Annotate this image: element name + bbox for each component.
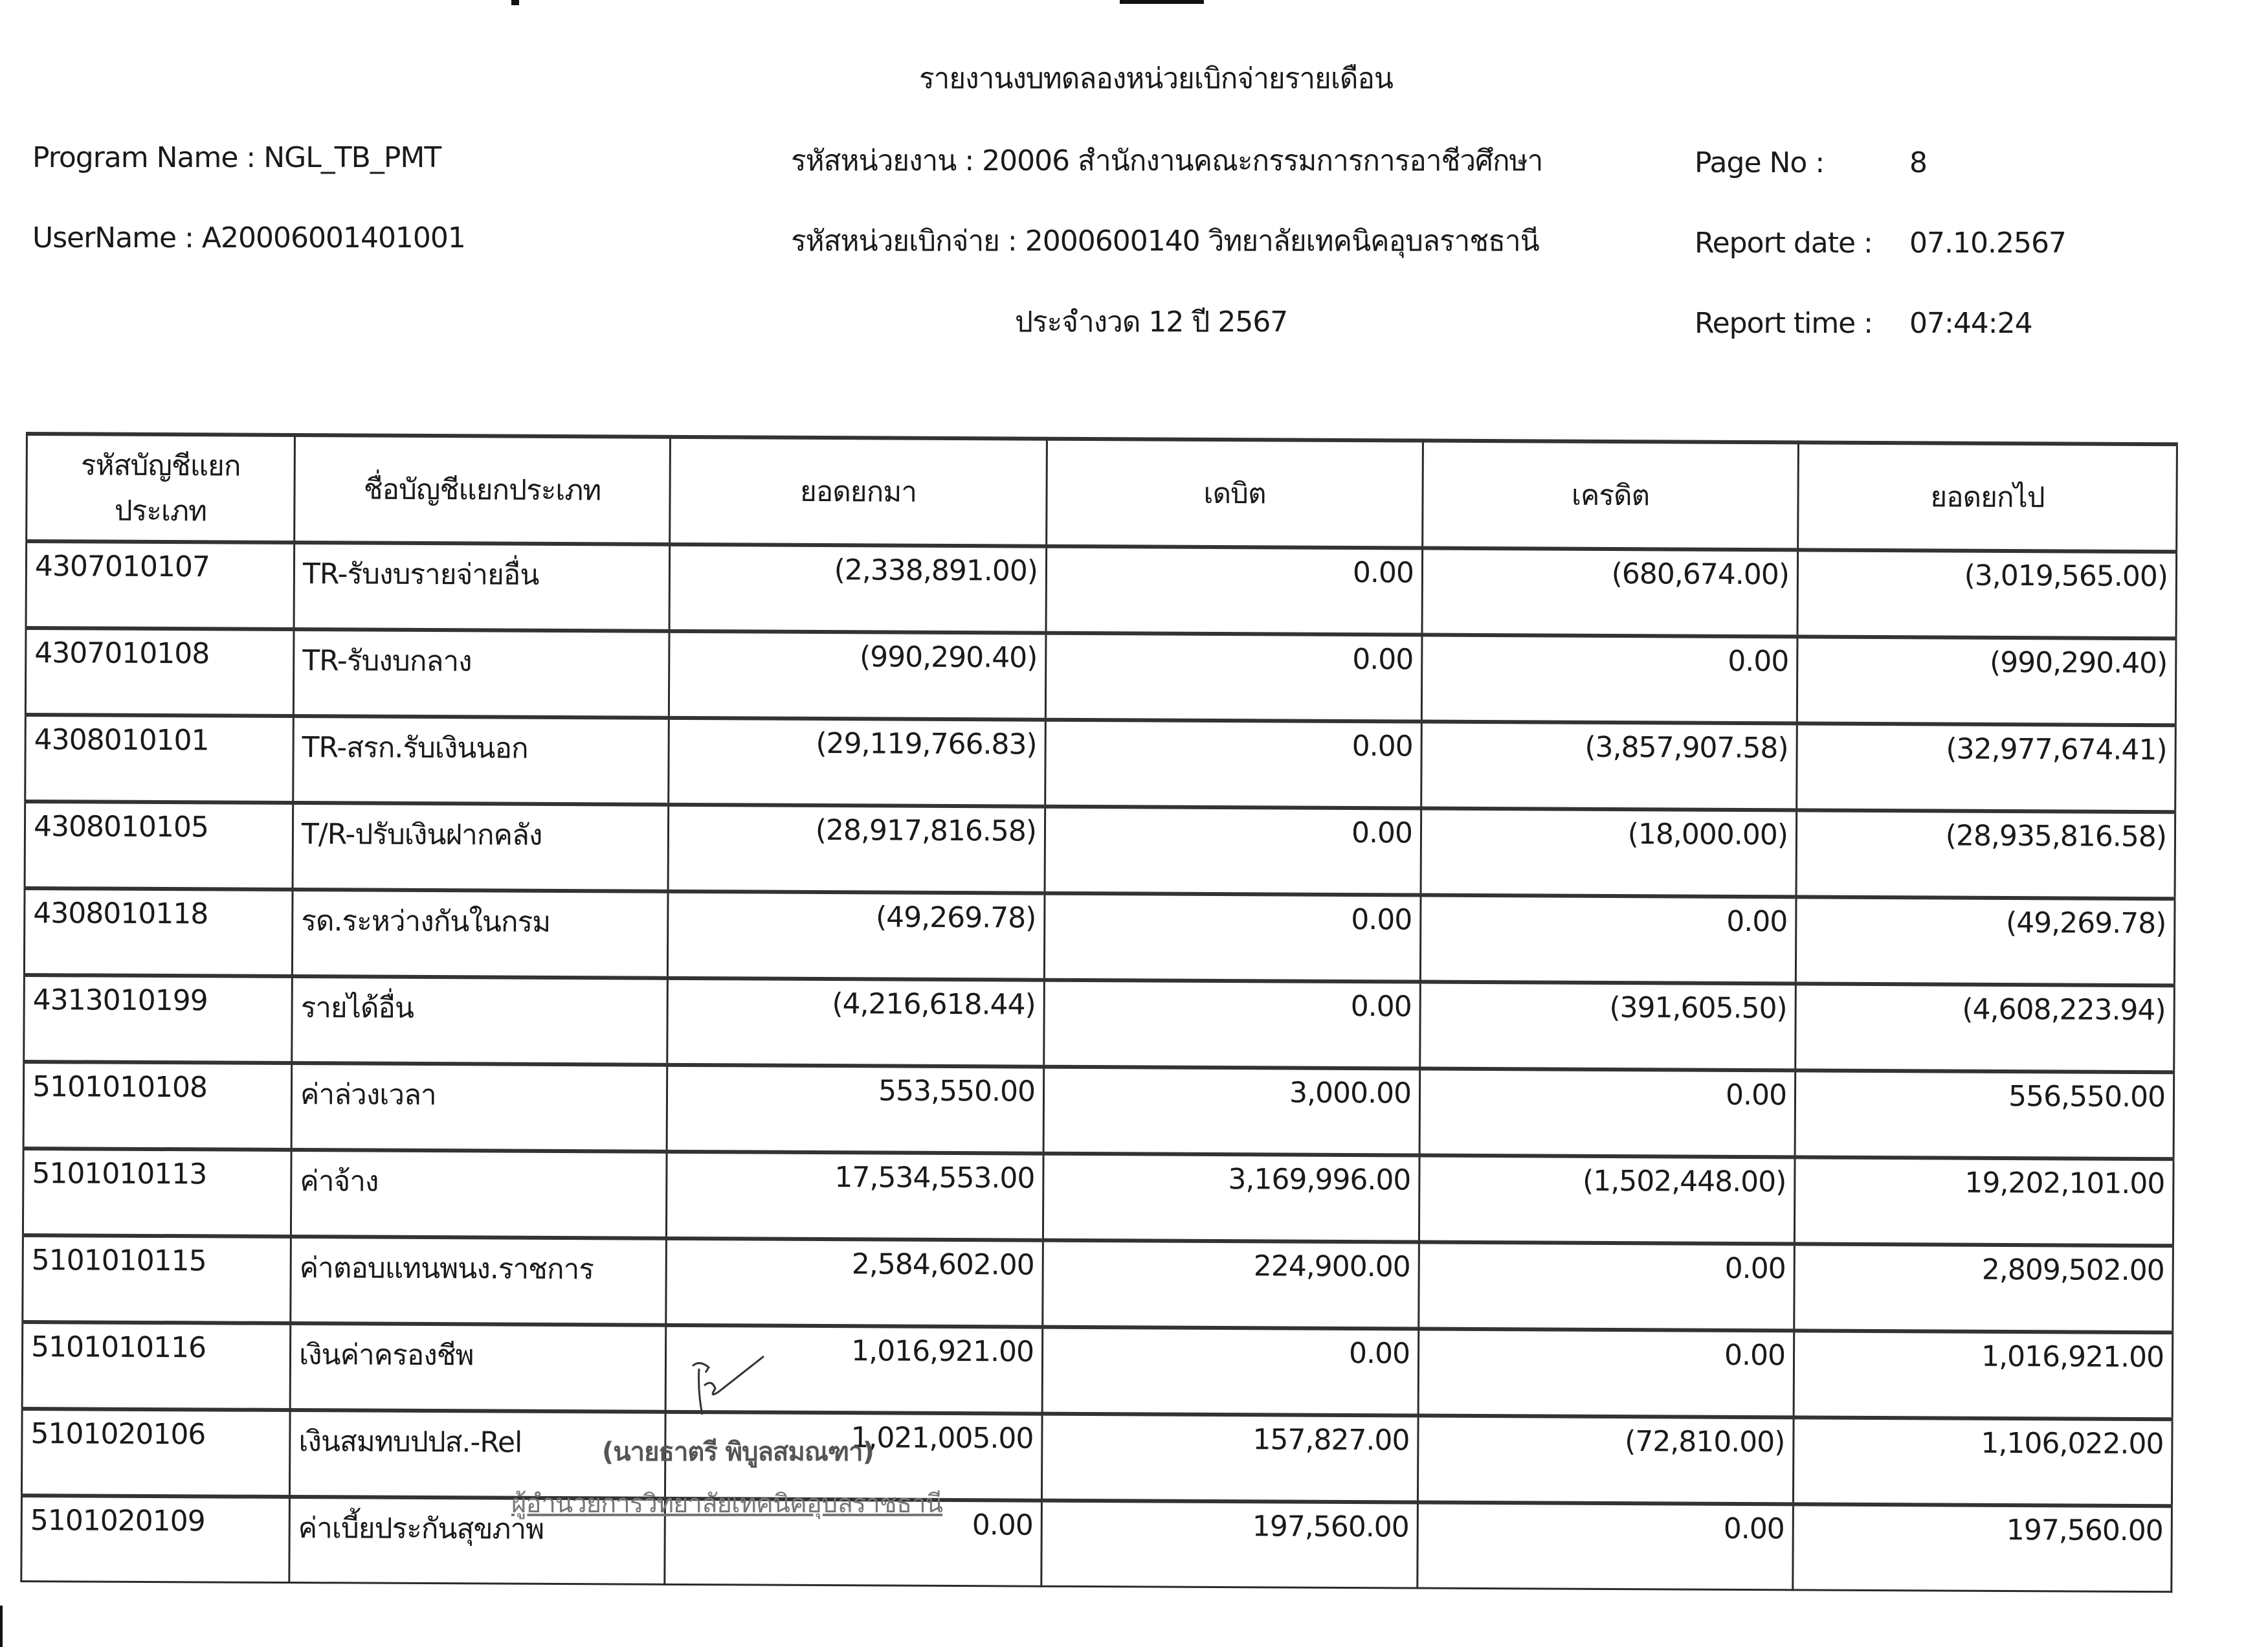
- cell-closing-balance: (28,935,816.58): [1796, 810, 2175, 899]
- cell-account-code: 5101010113: [23, 1148, 291, 1237]
- column-header-account-name: ชื่อบัญชีแยกประเภท: [295, 435, 671, 544]
- cell-closing-balance: 1,106,022.00: [1793, 1417, 2172, 1506]
- cell-opening-balance: 1,021,005.00: [665, 1412, 1042, 1501]
- report-time-value: 07:44:24: [1909, 307, 2032, 340]
- cell-account-code: 5101010108: [23, 1062, 292, 1150]
- cell-debit: 0.00: [1045, 633, 1422, 722]
- cell-opening-balance: 0.00: [665, 1499, 1042, 1586]
- cell-closing-balance: 197,560.00: [1793, 1504, 2172, 1591]
- cell-debit: 224,900.00: [1043, 1240, 1419, 1329]
- table-row: [26, 541, 2177, 638]
- table-row: [24, 975, 2175, 1072]
- cell-opening-balance: (990,290.40): [669, 631, 1046, 720]
- cell-closing-balance: 1,016,921.00: [1794, 1330, 2173, 1419]
- cell-account-code: 4307010108: [25, 628, 294, 716]
- cell-closing-balance: (990,290.40): [1797, 636, 2176, 725]
- cell-account-code: 4308010105: [25, 801, 293, 890]
- cell-credit: 0.00: [1420, 895, 1796, 984]
- cell-opening-balance: (4,216,618.44): [667, 978, 1045, 1067]
- report-date-value: 07.10.2567: [1909, 227, 2066, 260]
- report-time-label: Report time :: [1695, 307, 1873, 340]
- table-row: [23, 1148, 2174, 1246]
- table-row: [24, 888, 2175, 985]
- column-header-credit: เครดิต: [1423, 441, 1799, 550]
- cell-closing-balance: 556,550.00: [1795, 1070, 2174, 1159]
- page-no-label: Page No :: [1695, 146, 1825, 179]
- cell-credit: 0.00: [1418, 1329, 1794, 1418]
- report-period: ประจำงวด 12 ปี 2567: [1015, 306, 1288, 339]
- column-header-closing-balance: ยอดยกไป: [1798, 442, 2177, 552]
- cell-opening-balance: 17,534,553.00: [666, 1152, 1043, 1240]
- cell-account-code: 4308010118: [24, 888, 293, 976]
- table-row: [21, 1409, 2172, 1506]
- handwritten-signature-icon: [680, 1353, 770, 1427]
- scan-artifact-mark: [0, 1606, 3, 1647]
- program-name: Program Name : NGL_TB_PMT: [32, 141, 441, 174]
- column-header-account-code: รหัสบัญชีแยกประเภท: [27, 434, 295, 543]
- cell-account-name: TR-รับงบรายจ่ายอื่น: [294, 543, 670, 631]
- cell-credit: 0.00: [1421, 635, 1797, 724]
- cell-debit: 0.00: [1045, 720, 1422, 809]
- cell-account-name: เงินค่าครองชีพ: [290, 1323, 666, 1412]
- cell-closing-balance: 2,809,502.00: [1794, 1244, 2174, 1332]
- cell-account-name: ค่าเบี้ยประกันสุขภาพ: [289, 1497, 665, 1584]
- table-row: [21, 1496, 2172, 1592]
- cell-account-name: รด.ระหว่างกันในกรม: [292, 890, 668, 978]
- cell-account-name: เงินสมทบปปส.-Rel: [289, 1410, 665, 1499]
- cell-credit: (391,605.50): [1420, 982, 1796, 1071]
- cell-debit: 0.00: [1046, 546, 1423, 635]
- page-no-value: 8: [1909, 146, 1927, 179]
- cell-opening-balance: 1,016,921.00: [665, 1325, 1043, 1414]
- cell-credit: 0.00: [1419, 1069, 1796, 1158]
- cell-credit: (680,674.00): [1422, 548, 1798, 637]
- cell-opening-balance: 2,584,602.00: [666, 1238, 1043, 1327]
- scan-artifact-mark: [511, 0, 519, 5]
- table-row: [25, 801, 2175, 899]
- report-date-label: Report date :: [1695, 227, 1873, 260]
- cell-account-name: ค่าล่วงเวลา: [291, 1063, 667, 1152]
- cell-account-name: TR-สรก.รับเงินนอก: [293, 716, 669, 805]
- column-header-debit: เดบิต: [1047, 439, 1423, 548]
- signer-title-stamp: ผู้อำนวยการวิทยาลัยเทคนิคอุบลราชธานี: [511, 1489, 943, 1519]
- cell-account-name: ค่าตอบแทนพนง.ราชการ: [291, 1237, 667, 1325]
- cell-opening-balance: (28,917,816.58): [668, 805, 1045, 893]
- table-row: [22, 1322, 2173, 1419]
- trial-balance-table: [20, 432, 2178, 1593]
- cell-account-code: 4307010107: [26, 541, 295, 629]
- signer-name-stamp: (นายธาตรี พิบูลสมณฑา): [602, 1437, 874, 1467]
- cell-account-code: 5101020106: [21, 1409, 290, 1497]
- cell-credit: (18,000.00): [1421, 809, 1797, 897]
- cell-account-name: T/R-ปรับเงินฝากคลัง: [293, 803, 669, 891]
- cell-credit: (1,502,448.00): [1419, 1156, 1795, 1244]
- cell-account-name: ค่าจ้าง: [291, 1150, 667, 1238]
- scan-artifact-mark: [1120, 0, 1204, 4]
- cell-debit: 157,827.00: [1041, 1414, 1418, 1503]
- column-header-opening-balance: ยอดยกมา: [670, 437, 1047, 546]
- cell-account-code: 5101010116: [22, 1322, 291, 1410]
- table-header-row: [27, 434, 2177, 552]
- cell-credit: 0.00: [1418, 1503, 1794, 1590]
- cell-debit: 0.00: [1045, 807, 1421, 895]
- cell-closing-balance: (49,269.78): [1796, 897, 2175, 985]
- user-name: UserName : A20006001401001: [32, 221, 465, 254]
- cell-debit: 0.00: [1044, 980, 1421, 1069]
- cell-debit: 0.00: [1042, 1327, 1419, 1416]
- cell-opening-balance: 553,550.00: [667, 1065, 1044, 1154]
- table-row: [23, 1235, 2174, 1332]
- cell-credit: (3,857,907.58): [1421, 722, 1797, 811]
- pay-unit-code: รหัสหน่วยเบิกจ่าย : 2000600140 วิทยาลัยเทคนิคอุบลราชธานี: [791, 225, 1539, 258]
- cell-closing-balance: (4,608,223.94): [1796, 983, 2175, 1072]
- cell-credit: 0.00: [1419, 1242, 1795, 1331]
- table-row: [25, 715, 2176, 812]
- cell-closing-balance: (3,019,565.00): [1797, 550, 2177, 638]
- table-row: [25, 628, 2176, 725]
- cell-account-code: 4308010101: [25, 715, 294, 803]
- cell-account-code: 5101010115: [23, 1235, 291, 1323]
- cell-closing-balance: 19,202,101.00: [1794, 1157, 2174, 1246]
- cell-debit: 3,169,996.00: [1043, 1154, 1419, 1242]
- cell-closing-balance: (32,977,674.41): [1797, 723, 2176, 812]
- cell-account-name: TR-รับงบกลาง: [293, 629, 669, 718]
- cell-account-code: 5101020109: [21, 1496, 290, 1583]
- cell-opening-balance: (29,119,766.83): [669, 718, 1046, 807]
- agency-code: รหัสหน่วยงาน : 20006 สำนักงานคณะกรรมการการอาชีวศึกษา: [791, 144, 1543, 177]
- cell-debit: 197,560.00: [1041, 1501, 1418, 1588]
- cell-opening-balance: (2,338,891.00): [669, 544, 1047, 633]
- cell-opening-balance: (49,269.78): [667, 891, 1045, 980]
- report-title: รายงานงบทดลองหน่วยเบิกจ่ายรายเดือน: [919, 62, 1393, 95]
- cell-debit: 0.00: [1044, 893, 1421, 982]
- table-row: [23, 1062, 2174, 1159]
- cell-account-code: 4313010199: [24, 975, 293, 1063]
- cell-debit: 3,000.00: [1043, 1067, 1420, 1156]
- cell-account-name: รายได้อื่น: [292, 976, 668, 1065]
- cell-credit: (72,810.00): [1418, 1416, 1794, 1505]
